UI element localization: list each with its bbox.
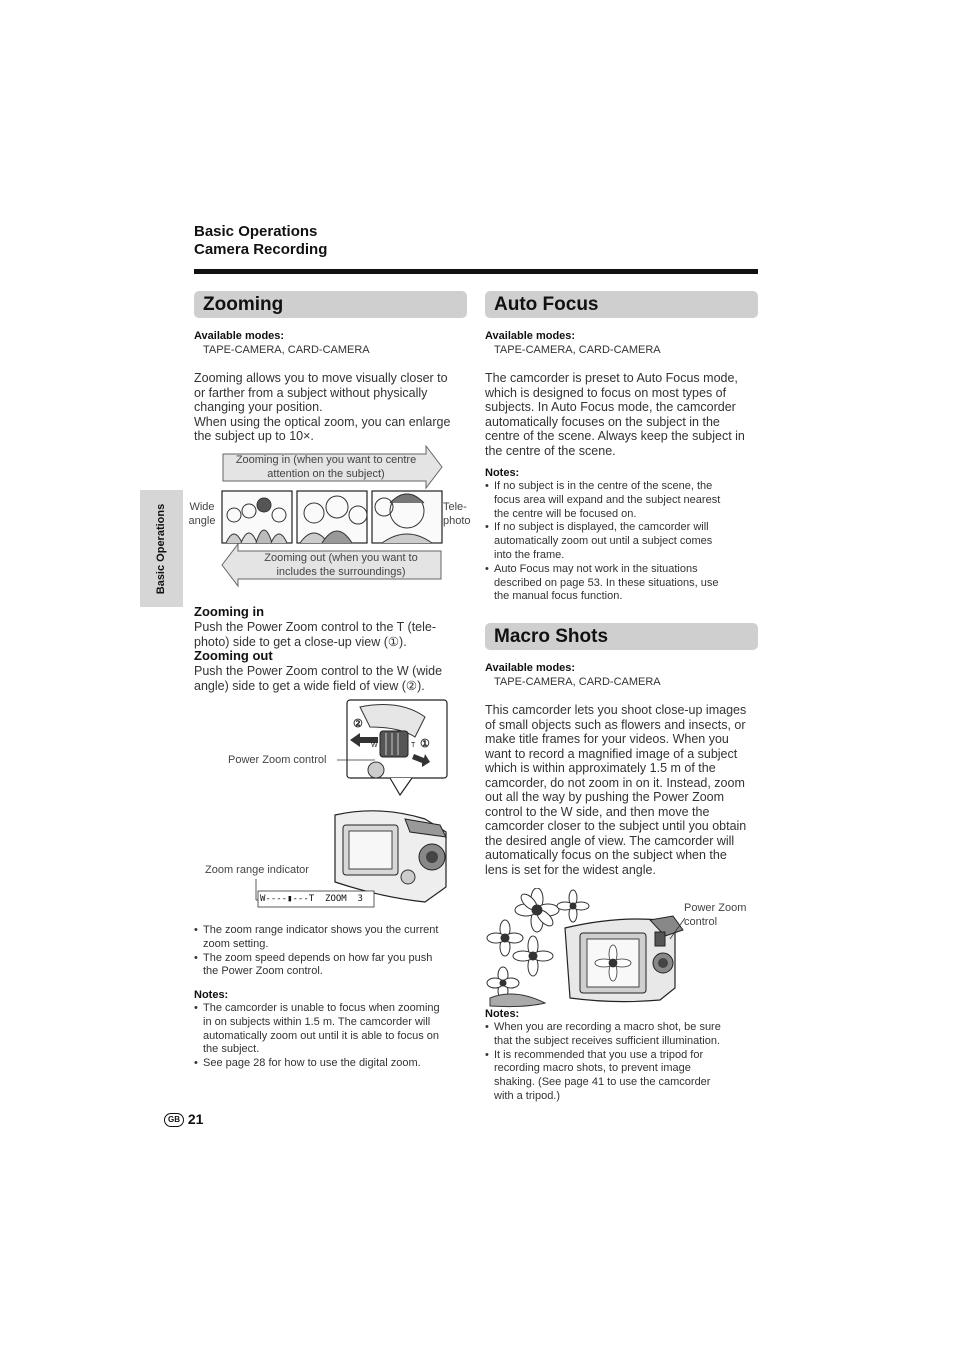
zoom-range-label: Zoom range indicator — [205, 864, 309, 876]
auto-focus-notes — [485, 480, 760, 604]
power-zoom-label: Power Zoom control — [228, 754, 327, 766]
mid-zoom-picture — [297, 491, 367, 543]
zooming-in-title: Zooming in — [194, 604, 265, 619]
list-item: • The camcorder is unable to focus when zooming in on subjects within 1.5 m. The camcorder will automatically zoom out until it is able to focus on the subject. — [194, 1002, 469, 1057]
page-number-area — [164, 1111, 203, 1127]
list-item: • The zoom range indicator shows you the current zoom setting. — [194, 924, 469, 952]
list-item: • It is recommended that you use a tripod for recording macro shots, to prevent image shaking. (See page 41 to use the camcorder with a tripod.) — [485, 1049, 760, 1104]
macro-power-zoom-label: Power Zoom control — [684, 902, 747, 928]
camcorder-figure — [200, 697, 470, 915]
marker-1: ① — [420, 738, 430, 750]
t-letter: T — [411, 742, 416, 749]
page-number: 21 — [187, 1111, 204, 1127]
list-item: • When you are recording a macro shot, be sure that the subject receives sufficient illumination. — [485, 1021, 760, 1049]
zoom-in-caption: Zooming in (when you want to centre attention on the subject) — [235, 454, 417, 480]
side-tab-label: Basic Operations — [155, 503, 168, 594]
header-line-2: Camera Recording — [194, 241, 328, 258]
macro-modes: TAPE-CAMERA, CARD-CAMERA — [494, 676, 661, 688]
section-header — [194, 223, 327, 259]
macro-illustration — [485, 888, 685, 1013]
auto-focus-title: Auto Focus — [485, 291, 758, 318]
zooming-out-text: Push the Power Zoom control to the W (wide angle) side to get a wide field of view (②). — [194, 664, 443, 693]
macro-modes-label: Available modes: — [485, 662, 576, 674]
macro-intro: This camcorder lets you shoot close-up images of small objects such as flowers and insects, or make title frames for your videos. When you want to record a magnified image of a subject which is within approximately 1.5 m of the camcorder, do not zoom in on it. Instead, zoom out all the way by pushing the Power Zoom control to the W side, and then move the camcorder closer to the subject until you obtain the desired angle of view. The camcorder will automatically focus on the subject when the lens is set for the widest angle. — [485, 703, 747, 877]
zooming-modes-label: Available modes: — [194, 330, 285, 342]
wide-angle-label: Wide angle — [188, 501, 216, 527]
zooming-title: Zooming — [194, 291, 467, 318]
auto-focus-intro: The camcorder is preset to Auto Focus mode, which is designed to focus on most types of subjects. In Auto Focus mode, the camcorder automatically focuses on the subject in the centre of the scene. Always keep the subject in the centre of the scene. — [485, 371, 745, 458]
list-item: • The zoom speed depends on how far you push the Power Zoom control. — [194, 952, 469, 980]
macro-notes-label: Notes: — [485, 1008, 520, 1020]
telephoto-picture — [372, 491, 442, 543]
header-rule — [194, 269, 758, 274]
zooming-bullets — [194, 924, 469, 979]
auto-focus-modes: TAPE-CAMERA, CARD-CAMERA — [494, 344, 661, 356]
zooming-notes-label: Notes: — [194, 989, 229, 1001]
wide-angle-picture — [222, 491, 292, 543]
zooming-modes: TAPE-CAMERA, CARD-CAMERA — [203, 344, 370, 356]
list-item: • Auto Focus may not work in the situations described on page 53. In these situations, use the manual focus function. — [485, 563, 760, 604]
zooming-in-text: Push the Power Zoom control to the T (tele- photo) side to get a close-up view (①). — [194, 620, 437, 649]
zoom-diagram — [186, 445, 476, 590]
macro-notes — [485, 1021, 760, 1104]
camcorder-illustration — [200, 697, 470, 915]
telephoto-label: Tele- photo — [443, 501, 471, 527]
macro-title: Macro Shots — [485, 623, 758, 650]
macro-figure — [485, 888, 760, 1013]
list-item: • If no subject is in the centre of the scene, the focus area will expand and the subject nearest the centre will be focused on. — [485, 480, 760, 521]
region-badge: GB — [164, 1113, 184, 1127]
zoom-out-caption: Zooming out (when you want to includes the surroundings) — [264, 552, 418, 578]
zoom-range-indicator: W----▮---T ZOOM 3 — [260, 894, 363, 904]
header-line-1: Basic Operations — [194, 223, 318, 240]
zooming-intro: Zooming allows you to move visually closer to or farther from a subject without physically changing your position. When using the optical zoom, you can enlarge the subject up to 10×. — [194, 371, 451, 443]
list-item: • See page 28 for how to use the digital zoom. — [194, 1057, 469, 1071]
auto-focus-notes-label: Notes: — [485, 467, 520, 479]
list-item: • If no subject is displayed, the camcorder will automatically zoom out until a subject comes into the frame. — [485, 521, 760, 562]
w-letter: W — [371, 742, 378, 749]
auto-focus-modes-label: Available modes: — [485, 330, 576, 342]
marker-2: ② — [353, 718, 363, 730]
zooming-notes — [194, 1002, 469, 1071]
zooming-out-title: Zooming out — [194, 648, 273, 663]
